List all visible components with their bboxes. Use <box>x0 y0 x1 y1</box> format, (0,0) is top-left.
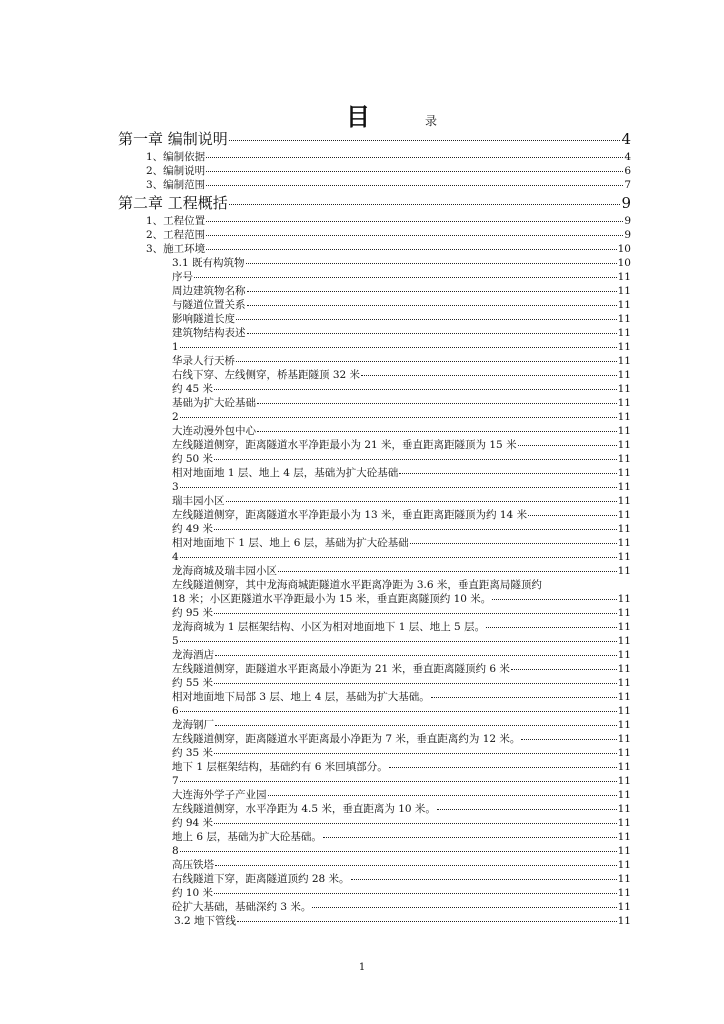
leader-dots <box>226 501 617 502</box>
toc-page-number: 11 <box>617 593 631 605</box>
leader-dots <box>236 319 617 320</box>
toc-entry-title: 砼扩大基础，基础深约 3 米。 <box>172 901 312 913</box>
toc-page-number: 11 <box>617 341 631 353</box>
toc-entry[interactable] <box>118 620 631 634</box>
toc-entry[interactable] <box>118 312 631 326</box>
toc-entry-line-2-text: 18 米；小区距隧道水平净距最小为 15 米，垂直距离隧顶约 10 米。 <box>172 593 492 605</box>
toc-entry-title: 5 <box>172 635 179 647</box>
toc-page-number: 11 <box>617 663 631 675</box>
toc-page-number: 11 <box>617 285 631 297</box>
toc-entry[interactable] <box>118 178 631 192</box>
toc-entry-title: 右线隧道下穿，距离隧道顶约 28 米。 <box>172 873 350 885</box>
toc-entry[interactable] <box>118 774 631 788</box>
leader-dots <box>214 683 617 684</box>
leader-dots <box>229 204 621 205</box>
toc-page-number: 11 <box>617 635 631 647</box>
toc-page-number: 4 <box>624 151 631 163</box>
leader-dots <box>206 157 623 158</box>
toc-page-number: 11 <box>617 901 631 913</box>
leader-dots <box>214 389 617 390</box>
toc-entry-title: 龙海酒店 <box>172 649 214 661</box>
toc-entry-title: 高压铁塔 <box>172 859 214 871</box>
toc-entry-title: 左线隧道侧穿，水平净距为 4.5 米，垂直距离为 10 米。 <box>172 803 436 815</box>
toc-entry[interactable] <box>118 858 631 872</box>
toc-entry-title: 与隧道位置关系 <box>172 299 246 311</box>
leader-dots <box>194 277 617 278</box>
toc-page-number: 11 <box>617 887 631 899</box>
leader-dots <box>247 333 617 334</box>
leader-dots <box>410 543 617 544</box>
leader-dots <box>389 767 617 768</box>
leader-dots <box>236 361 617 362</box>
toc-entry-title: 约 94 米 <box>172 817 214 829</box>
toc-page-number: 9 <box>624 215 631 227</box>
leader-dots <box>214 459 617 460</box>
toc-entry[interactable] <box>118 354 631 368</box>
toc-entry-title: 大连海外学子产业园 <box>172 789 267 801</box>
toc-page-number: 11 <box>617 327 631 339</box>
leader-dots <box>247 291 617 292</box>
toc-entry[interactable] <box>118 648 631 662</box>
toc-entry-title: 瑞丰园小区 <box>172 495 225 507</box>
toc-chapter-2[interactable] <box>118 192 631 214</box>
leader-dots <box>180 417 617 418</box>
toc-title-char-2: 录 <box>425 114 438 128</box>
toc-page-number: 11 <box>617 453 631 465</box>
toc-entry-title: 4 <box>172 551 179 563</box>
toc-entry-title: 2 <box>172 411 179 423</box>
leader-dots <box>528 515 617 516</box>
toc-entry[interactable] <box>118 150 631 164</box>
toc-entry-title: 3.1 既有构筑物 <box>172 257 245 269</box>
toc-page-number: 11 <box>617 495 631 507</box>
toc-entry[interactable] <box>118 270 631 284</box>
leader-dots <box>518 445 617 446</box>
leader-dots <box>229 140 621 141</box>
toc-page-number: 11 <box>617 747 631 759</box>
toc-entry-title: 序号 <box>172 271 193 283</box>
leader-dots <box>246 263 617 264</box>
toc-page-number: 11 <box>617 677 631 689</box>
toc-entry[interactable] <box>118 872 631 886</box>
toc-entry-title: 相对地面地下 1 层、地上 6 层，基础为扩大砼基础 <box>172 537 409 549</box>
toc-entry[interactable] <box>118 634 631 648</box>
leader-dots <box>206 235 623 236</box>
toc-entry[interactable] <box>118 424 631 438</box>
leader-dots <box>492 599 616 600</box>
toc-entry[interactable] <box>118 536 631 550</box>
toc-entry[interactable] <box>118 690 631 704</box>
toc-entry[interactable] <box>118 410 631 424</box>
leader-dots <box>180 487 617 488</box>
toc-entry[interactable] <box>118 382 631 396</box>
toc-page-number: 11 <box>617 733 631 745</box>
toc-page-number: 11 <box>617 355 631 367</box>
toc-entry[interactable] <box>118 564 631 578</box>
toc-entry[interactable] <box>118 746 631 760</box>
toc-page-number: 10 <box>617 243 631 255</box>
toc-page-number: 4 <box>621 130 631 148</box>
toc-page-number: 11 <box>617 621 631 633</box>
leader-dots <box>214 893 617 894</box>
toc-entry[interactable] <box>118 816 631 830</box>
page-number: 1 <box>358 962 366 973</box>
toc-entry[interactable] <box>118 522 631 536</box>
toc-entry[interactable] <box>118 396 631 410</box>
leader-dots <box>361 375 617 376</box>
leader-dots <box>351 879 617 880</box>
toc-page-number: 6 <box>624 165 631 177</box>
toc-entry-title: 6 <box>172 705 179 717</box>
toc-page-number: 11 <box>617 271 631 283</box>
toc-entry[interactable] <box>118 494 631 508</box>
toc-page-number: 11 <box>617 439 631 451</box>
toc-entry-title: 约 45 米 <box>172 383 214 395</box>
toc-page-number: 11 <box>617 775 631 787</box>
toc-entry-line-1: 左线隧道侧穿，其中龙海商城距隧道水平距离净距为 3.6 米，垂直距离局隧顶约 <box>172 579 542 591</box>
toc-page-number: 11 <box>617 467 631 479</box>
toc-entry-title: 8 <box>172 845 179 857</box>
toc-entry-title: 左线隧道侧穿，距离隧道水平净距最小为 13 米，垂直距离距隧顶为约 14 米 <box>172 509 528 521</box>
leader-dots <box>214 753 617 754</box>
toc-entry[interactable] <box>118 844 631 858</box>
leader-dots <box>206 185 623 186</box>
leader-dots <box>257 403 617 404</box>
toc-page-number: 11 <box>617 803 631 815</box>
leader-dots <box>237 921 617 922</box>
toc-entry-title: 3.2 地下管线 <box>174 915 237 927</box>
leader-dots <box>486 627 617 628</box>
toc-page-number: 11 <box>617 649 631 661</box>
leader-dots <box>180 641 617 642</box>
leader-dots <box>206 171 623 172</box>
leader-dots <box>180 781 617 782</box>
toc-chapter-title: 第一章 编制说明 <box>118 130 228 148</box>
toc-entry-title: 华录人行天桥 <box>172 355 235 367</box>
toc-entry[interactable] <box>118 214 631 228</box>
toc-page-number: 11 <box>617 607 631 619</box>
toc-entry-title: 左线隧道侧穿，距离隧道水平净距最小为 21 米，垂直距离距隧顶为 15 米 <box>172 439 517 451</box>
leader-dots <box>257 431 617 432</box>
toc-page-number: 11 <box>617 761 631 773</box>
toc-entry-title: 大连动漫外包中心 <box>172 425 256 437</box>
toc-page-number: 11 <box>617 369 631 381</box>
toc-entry-title: 约 49 米 <box>172 523 214 535</box>
leader-dots <box>215 865 617 866</box>
leader-dots <box>323 837 617 838</box>
toc-page-number: 11 <box>617 397 631 409</box>
toc-entry[interactable] <box>118 802 631 816</box>
toc-page-number: 11 <box>617 481 631 493</box>
toc-chapter-1[interactable] <box>118 128 631 150</box>
leader-dots <box>180 851 617 852</box>
toc-entry-title: 相对地面地下局部 3 层、地上 4 层，基础为扩大基础。 <box>172 691 430 703</box>
toc-entry-title: 3、施工环境 <box>146 243 206 255</box>
toc-entry-title: 1 <box>172 341 179 353</box>
toc-entry[interactable] <box>118 256 631 270</box>
toc-entry[interactable] <box>118 732 631 746</box>
leader-dots <box>215 725 617 726</box>
toc-entry[interactable] <box>118 164 631 178</box>
toc-entry[interactable] <box>118 368 631 382</box>
leader-dots <box>215 655 617 656</box>
toc-entry-title: 3、编制范围 <box>146 179 206 191</box>
toc-entry-title: 1、编制依据 <box>146 151 206 163</box>
toc-entry[interactable] <box>118 550 631 564</box>
toc-entry-title: 约 50 米 <box>172 453 214 465</box>
toc-entry-title: 1、工程位置 <box>146 215 206 227</box>
toc-entry-title: 相对地面地 1 层、地上 4 层，基础为扩大砼基础 <box>172 467 399 479</box>
toc-entry-title: 约 95 米 <box>172 607 214 619</box>
toc-entry-title: 周边建筑物名称 <box>172 285 246 297</box>
toc-page-number: 9 <box>621 194 631 212</box>
toc-page-number: 11 <box>617 817 631 829</box>
leader-dots <box>180 347 617 348</box>
toc-page-number: 11 <box>617 691 631 703</box>
toc-entry[interactable] <box>118 508 631 522</box>
toc-page-number: 11 <box>617 873 631 885</box>
toc-page-number: 11 <box>617 411 631 423</box>
toc-entry[interactable] <box>118 228 631 242</box>
toc-page-number: 11 <box>617 719 631 731</box>
leader-dots <box>521 739 616 740</box>
leader-dots <box>399 473 616 474</box>
toc-page-number: 11 <box>617 523 631 535</box>
leader-dots <box>437 809 617 810</box>
toc-page-number: 11 <box>617 831 631 843</box>
toc-entry-title: 建筑物结构表述 <box>172 327 246 339</box>
toc-page-number: 11 <box>617 313 631 325</box>
toc-entry[interactable] <box>118 704 631 718</box>
toc-entry-title: 3 <box>172 481 179 493</box>
toc-entry-title: 7 <box>172 775 179 787</box>
toc-entry[interactable] <box>118 606 631 620</box>
leader-dots <box>180 557 617 558</box>
toc-page-number: 11 <box>617 915 631 927</box>
leader-dots <box>278 571 617 572</box>
toc-page-number: 11 <box>617 509 631 521</box>
toc-entry[interactable] <box>118 830 631 844</box>
toc-entry[interactable] <box>118 298 631 312</box>
toc-page-number: 11 <box>617 383 631 395</box>
toc-entry-title: 龙海商城为 1 层框架结构、小区为相对地面地下 1 层、地上 5 层。 <box>172 621 486 633</box>
toc-entry[interactable] <box>118 718 631 732</box>
toc-entry-title: 右线下穿、左线侧穿，桥基距隧顶 32 米 <box>172 369 361 381</box>
toc-title-char-1: 目 <box>346 102 370 131</box>
toc-entry-title: 约 55 米 <box>172 677 214 689</box>
toc-entry[interactable] <box>118 242 631 256</box>
toc-entry[interactable] <box>118 900 631 914</box>
leader-dots <box>206 249 616 250</box>
table-of-contents <box>118 128 631 928</box>
toc-entry[interactable] <box>118 760 631 774</box>
toc-entry[interactable] <box>118 438 631 452</box>
toc-entry-title: 约 35 米 <box>172 747 214 759</box>
toc-entry[interactable] <box>118 340 631 354</box>
toc-entry-title: 影响隧道长度 <box>172 313 235 325</box>
toc-entry-title: 地上 6 层，基础为扩大砼基础。 <box>172 831 322 843</box>
toc-entry-line-2 <box>172 592 631 606</box>
toc-entry[interactable] <box>118 326 631 340</box>
toc-page-number: 9 <box>624 229 631 241</box>
toc-entry[interactable] <box>118 452 631 466</box>
toc-entry-title: 左线隧道侧穿，距离隧道水平距离最小净距为 7 米，垂直距离约为 12 米。 <box>172 733 521 745</box>
toc-page-number: 11 <box>617 705 631 717</box>
toc-entry-title: 基础为扩大砼基础 <box>172 397 256 409</box>
toc-entry[interactable] <box>118 676 631 690</box>
toc-entry-wrapped[interactable] <box>118 578 631 606</box>
toc-entry[interactable] <box>118 466 631 480</box>
toc-entry[interactable] <box>118 788 631 802</box>
leader-dots <box>214 613 617 614</box>
toc-entry-title: 约 10 米 <box>172 887 214 899</box>
toc-page-number: 11 <box>617 537 631 549</box>
leader-dots <box>180 711 617 712</box>
toc-page-number: 11 <box>617 845 631 857</box>
leader-dots <box>312 907 616 908</box>
leader-dots <box>247 305 617 306</box>
toc-entry-title: 2、编制说明 <box>146 165 206 177</box>
toc-entry-title: 左线隧道侧穿，距隧道水平距离最小净距为 21 米，垂直距离隧顶约 6 米 <box>172 663 510 675</box>
toc-page-number: 11 <box>617 551 631 563</box>
toc-page-number: 10 <box>617 257 631 269</box>
toc-entry[interactable] <box>118 662 631 676</box>
leader-dots <box>214 529 617 530</box>
toc-entry-title: 龙海钢厂 <box>172 719 214 731</box>
leader-dots <box>206 221 623 222</box>
toc-chapter-title: 第二章 工程概括 <box>118 194 228 212</box>
toc-page-number: 11 <box>617 425 631 437</box>
toc-page-number: 11 <box>617 299 631 311</box>
toc-page-number: 11 <box>617 789 631 801</box>
leader-dots <box>268 795 617 796</box>
leader-dots <box>214 823 617 824</box>
toc-entry[interactable] <box>118 284 631 298</box>
toc-entry-title: 地下 1 层框架结构，基础约有 6 米回填部分。 <box>172 761 388 773</box>
toc-entry-title: 龙海商城及瑞丰园小区 <box>172 565 277 577</box>
toc-entry[interactable] <box>118 480 631 494</box>
toc-page-number: 7 <box>624 179 631 191</box>
leader-dots <box>431 697 617 698</box>
toc-entry-title: 2、工程范围 <box>146 229 206 241</box>
toc-page-number: 11 <box>617 859 631 871</box>
toc-entry-underground-pipelines[interactable] <box>118 914 631 928</box>
toc-entry[interactable] <box>118 886 631 900</box>
leader-dots <box>511 669 617 670</box>
toc-page-number: 11 <box>617 565 631 577</box>
